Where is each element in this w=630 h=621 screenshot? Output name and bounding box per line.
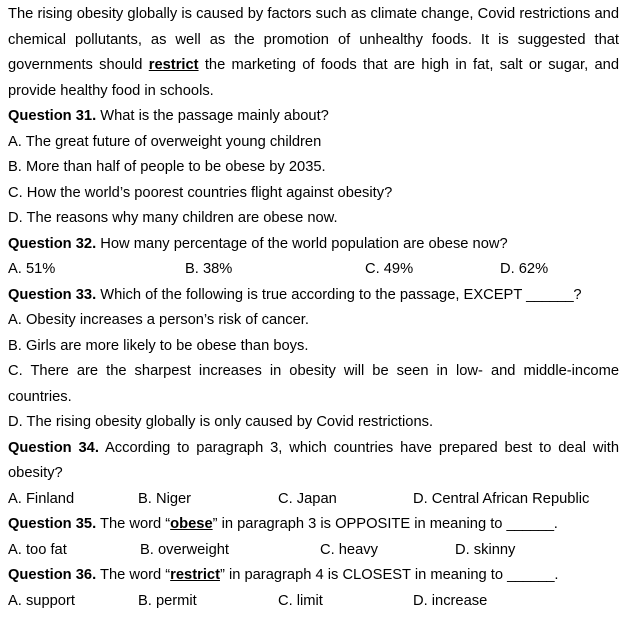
question-36-option-a[interactable]: A. support — [8, 592, 75, 609]
question-35-option-a[interactable]: A. too fat — [8, 541, 67, 558]
question-34-options — [8, 487, 619, 513]
question-33-option-c[interactable]: C. There are the sharpest increases in obesity will be seen in low- and middle-income countries. — [8, 363, 619, 405]
passage-text-after-keyword: the marketing of foods that are high in fat, salt or sugar, and provide healthy food in schools. — [8, 57, 619, 99]
question-36-option-c[interactable]: C. limit — [278, 592, 323, 609]
question-36-blank: ______ — [507, 567, 555, 583]
question-36-stem — [8, 563, 619, 589]
question-33-option-a[interactable]: A. Obesity increases a person’s risk of cancer. — [8, 312, 309, 328]
question-31-text: What is the passage mainly about? — [96, 108, 329, 124]
question-32-option-d[interactable]: D. 62% — [500, 261, 549, 277]
question-32-option-c[interactable]: C. 49% — [365, 261, 414, 277]
question-32-options — [8, 257, 619, 283]
question-35-options — [8, 538, 619, 564]
question-33-label: Question 33. — [8, 286, 97, 303]
question-35-keyword-obese: obese — [170, 516, 213, 532]
question-33-text-before-blank: Which of the following is true according to the passage, EXCEPT — [96, 286, 527, 303]
question-34-option-c[interactable]: C. Japan — [278, 490, 337, 507]
reading-passage — [8, 2, 619, 104]
passage-keyword-restrict: restrict — [148, 57, 199, 73]
question-36-label: Question 36. — [8, 567, 97, 583]
question-35-option-b[interactable]: B. overweight — [140, 541, 229, 558]
question-34-text: According to paragraph 3, which countries have prepared best to deal with obesity? — [8, 439, 619, 481]
question-33-stem — [8, 283, 619, 309]
question-33-option-b[interactable]: B. Girls are more likely to be obese than boys. — [8, 337, 309, 354]
question-32-text: How many percentage of the world population are obese now? — [96, 235, 508, 252]
question-33-text-after-blank: ? — [573, 286, 582, 303]
question-31-option-a[interactable]: A. The great future of overweight young children — [8, 133, 322, 150]
question-35-text-before-keyword: The word “ — [96, 516, 171, 532]
passage-text-before-keyword: The rising obesity globally is caused by factors such as climate change, Covid restrictions and chemical pollutants, as well as the promotion of unhealthy foods. It is suggested that governments should — [8, 6, 619, 73]
question-36-text-after-keyword: ” in paragraph 4 is CLOSEST in meaning to — [219, 567, 508, 583]
question-35-blank: ______ — [506, 516, 554, 532]
question-34-option-d[interactable]: D. Central African Republic — [413, 490, 590, 507]
question-35-text-end: . — [553, 516, 558, 532]
question-31-option-b[interactable]: B. More than half of people to be obese by 2035. — [8, 159, 326, 175]
question-31-stem — [8, 104, 619, 130]
question-35-option-c[interactable]: C. heavy — [320, 541, 378, 558]
question-31-option-d[interactable]: D. The reasons why many children are obese now. — [8, 210, 338, 226]
question-33-option-d[interactable]: D. The rising obesity globally is only caused by Covid restrictions. — [8, 414, 434, 430]
question-35-label: Question 35. — [8, 516, 97, 532]
question-36-option-d[interactable]: D. increase — [413, 592, 488, 609]
question-34-option-b[interactable]: B. Niger — [138, 490, 192, 507]
question-36-option-b[interactable]: B. permit — [138, 592, 197, 609]
question-36-text-end: . — [554, 567, 559, 583]
question-35-option-d[interactable]: D. skinny — [455, 541, 516, 558]
question-32-stem — [8, 232, 619, 258]
question-36-keyword-restrict: restrict — [170, 567, 220, 583]
question-32-label: Question 32. — [8, 235, 97, 252]
question-32-option-b[interactable]: B. 38% — [185, 261, 233, 277]
question-34-label: Question 34. — [8, 439, 99, 456]
question-31-label: Question 31. — [8, 108, 97, 124]
question-31-option-c[interactable]: C. How the world’s poorest countries flight against obesity? — [8, 184, 393, 201]
question-35-stem — [8, 512, 619, 538]
question-32-option-a[interactable]: A. 51% — [8, 261, 56, 277]
question-34-stem — [8, 436, 619, 487]
question-33-blank: ______ — [526, 286, 574, 303]
document-body — [8, 2, 619, 614]
question-36-text-before-keyword: The word “ — [96, 567, 171, 583]
question-35-text-after-keyword: ” in paragraph 3 is OPPOSITE in meaning to — [212, 516, 507, 532]
question-34-option-a[interactable]: A. Finland — [8, 490, 75, 507]
question-36-options — [8, 589, 619, 615]
